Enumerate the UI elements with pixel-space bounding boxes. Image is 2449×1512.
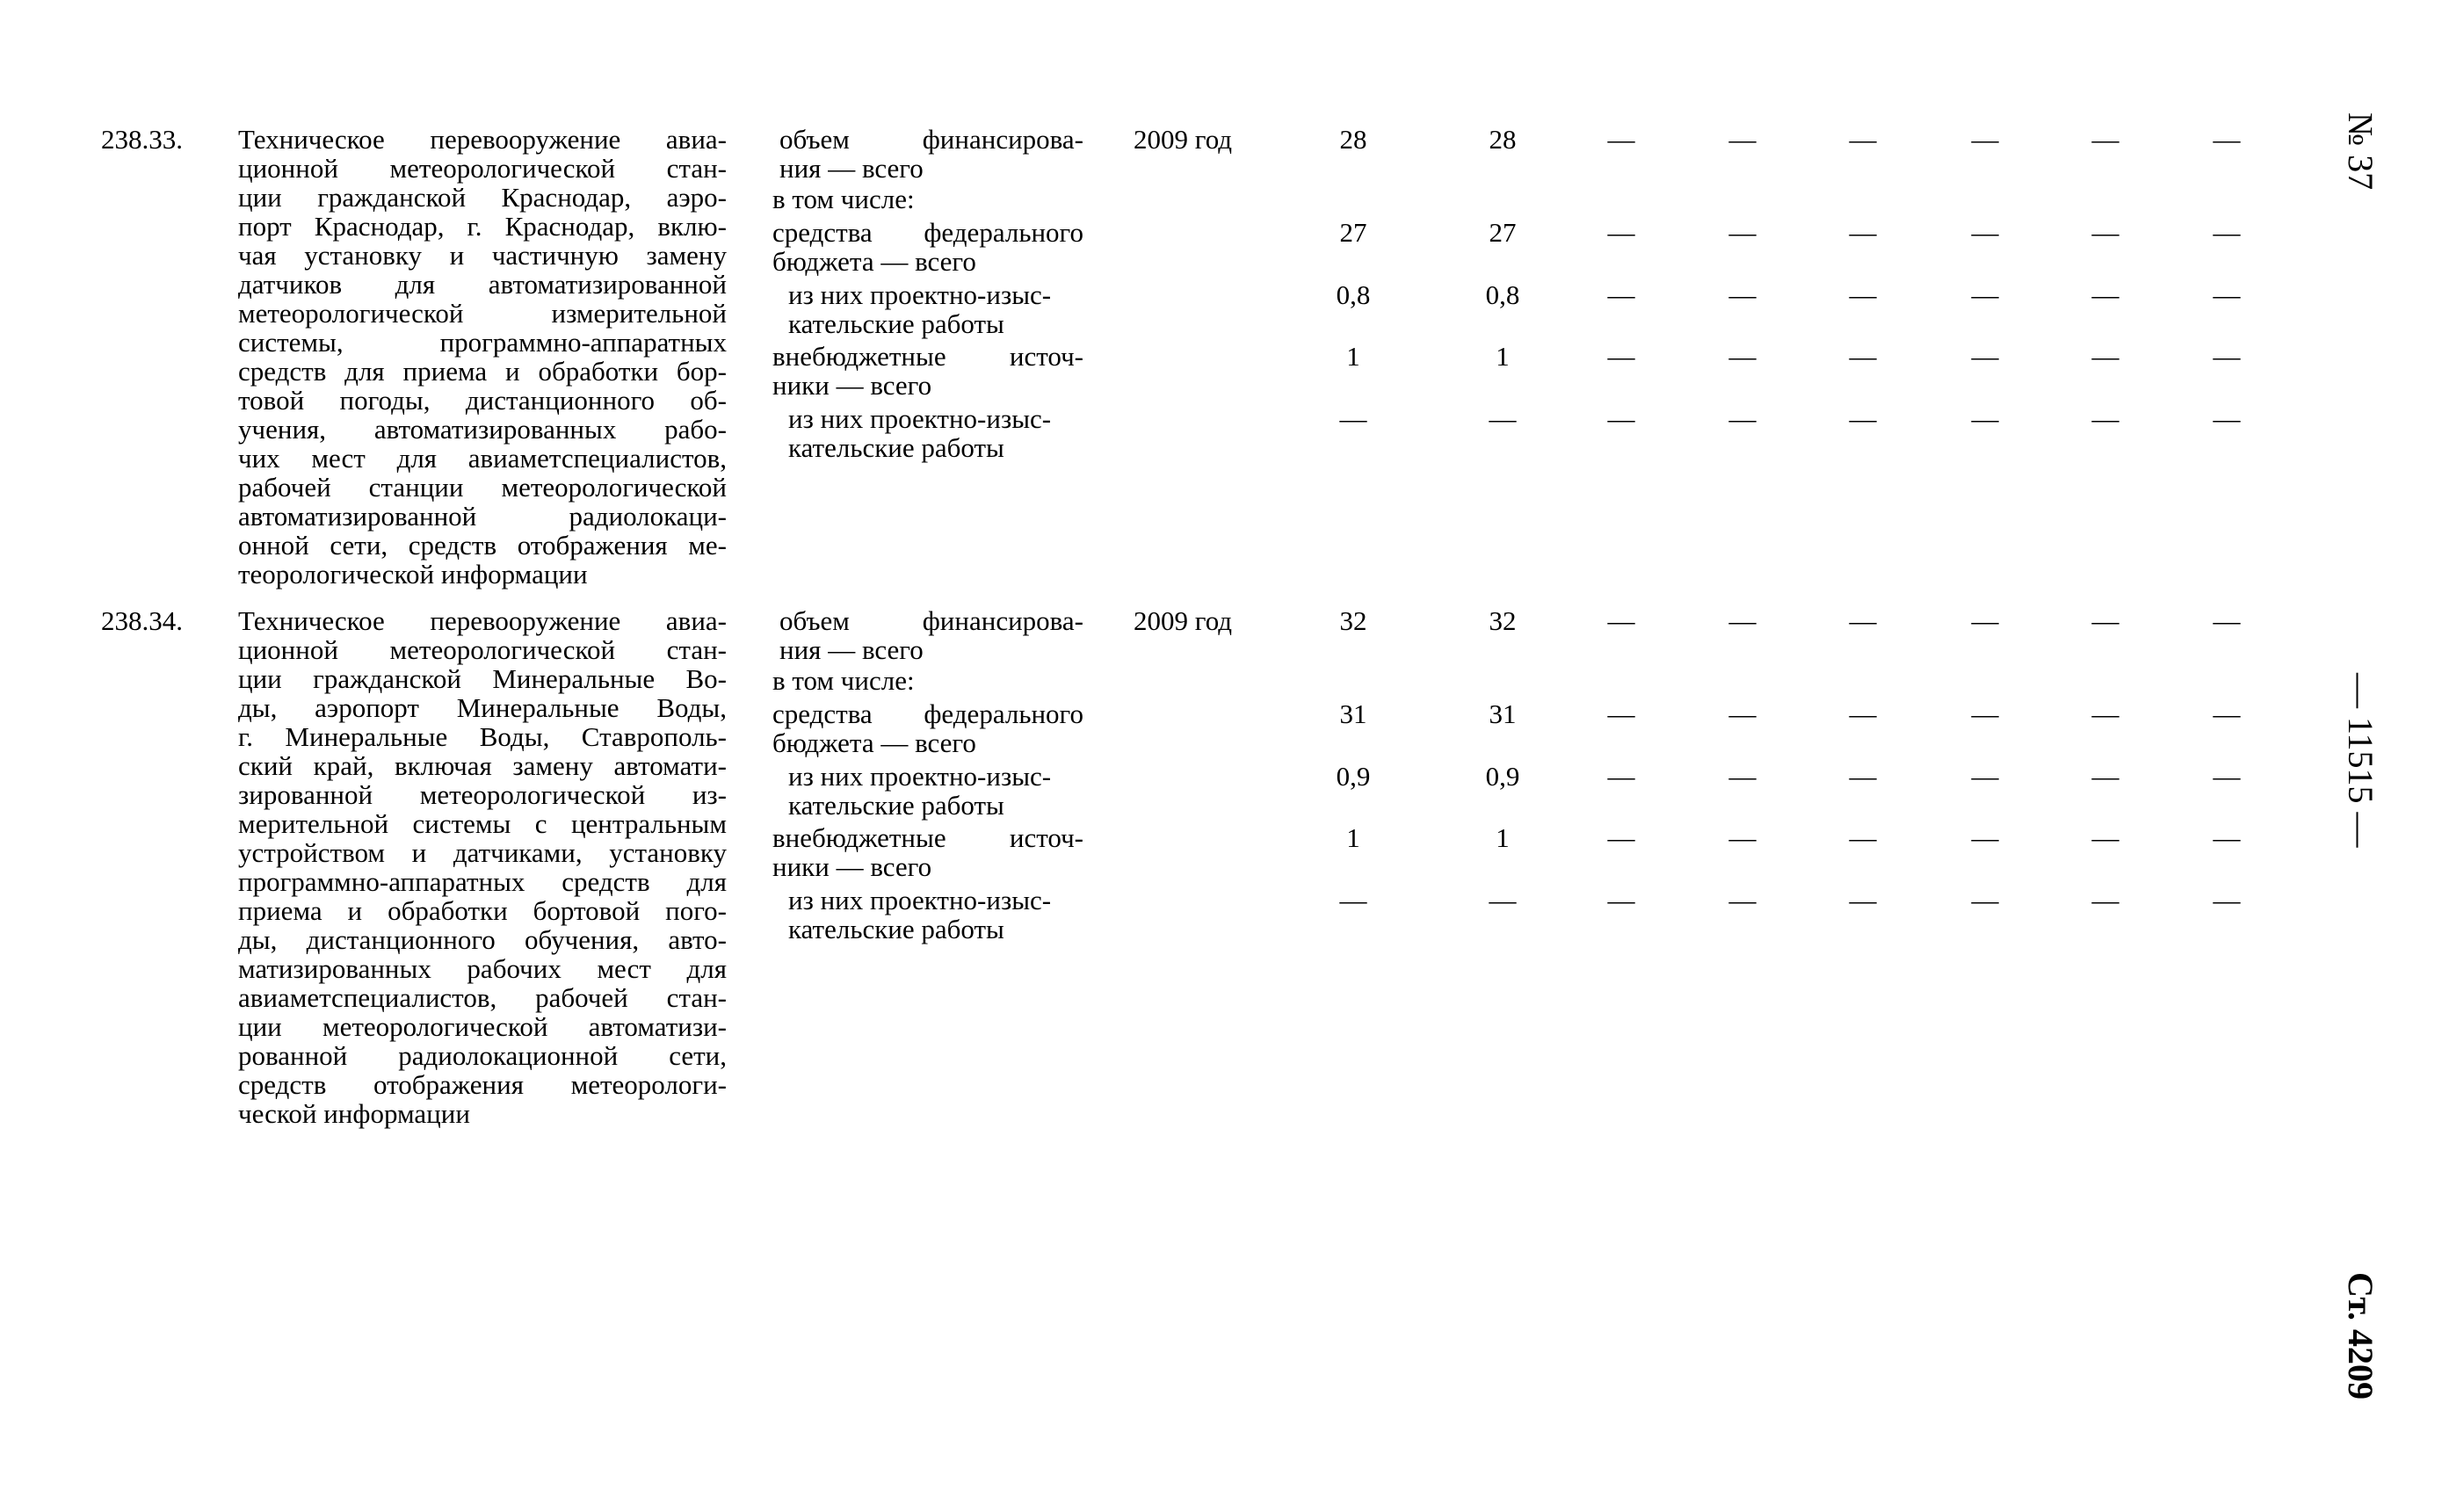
dash-cell: — [2213, 698, 2241, 729]
indicator-line: ники — всего [772, 370, 932, 401]
dash-cell: — [1849, 605, 1877, 636]
description-line: рованной радиолокационной сети, [238, 1040, 727, 1071]
entry-description [238, 606, 727, 1128]
dash-cell: — [1607, 279, 1635, 310]
description-line: чих мест для авиаметспециалистов, [238, 443, 727, 474]
description-line: онной сети, средств отображения ме- [238, 530, 727, 561]
value-cell: 0,8 [1336, 279, 1371, 310]
description-line: Техническое перевооружение авиа- [238, 605, 727, 636]
dash-cell: — [2213, 761, 2241, 792]
dash-cell: — [1728, 761, 1757, 792]
description-line: ды, аэропорт Минеральные Воды, [238, 692, 727, 723]
indicator-line: кательские работы [788, 790, 1004, 821]
value-cell: 1 [1346, 341, 1360, 372]
dash-cell: — [1849, 341, 1877, 372]
dash-cell: — [1849, 217, 1877, 248]
indicator-line: из них проектно-изыс- [788, 761, 1052, 792]
dash-cell: — [2213, 822, 2241, 853]
indicator-line: ники — всего [772, 851, 932, 882]
indicator-line: внебюджетные источ- [772, 341, 1083, 372]
dash-cell: — [2213, 279, 2241, 310]
value-cell: 32 [1339, 605, 1367, 636]
indicator-federal-survey [788, 280, 1083, 338]
description-line: порт Краснодар, г. Краснодар, вклю- [238, 211, 727, 242]
dash-cell: — [1971, 605, 1999, 636]
dash-cell: — [1971, 698, 1999, 729]
indicator-line: из них проектно-изыс- [788, 885, 1052, 915]
description-line: ды, дистанционного обучения, авто- [238, 924, 727, 955]
description-line: датчиков для автоматизированной [238, 269, 727, 300]
indicator-federal [772, 699, 1083, 757]
indicator-total [779, 606, 1083, 664]
description-line: матизированных рабочих мест для [238, 953, 727, 984]
description-line: товой погоды, дистанционного об- [238, 385, 727, 416]
entry-number: 238.33. [101, 124, 183, 155]
indicator-line: бюджета — всего [772, 727, 976, 758]
dash-cell: — [2091, 822, 2119, 853]
indicator-including [772, 666, 1083, 695]
indicator-line: кательские работы [788, 914, 1004, 944]
description-line: авиаметспециалистов, рабочей стан- [238, 982, 727, 1013]
entry-description [238, 125, 727, 589]
dash-cell: — [2091, 761, 2119, 792]
dash-cell: — [1849, 279, 1877, 310]
dash-cell: — [1607, 885, 1635, 915]
indicator-total [779, 125, 1083, 183]
dash-cell: — [2213, 885, 2241, 915]
dash-cell: — [1607, 761, 1635, 792]
value-cell: 1 [1346, 822, 1360, 853]
description-line: ции гражданской Краснодар, аэро- [238, 182, 727, 213]
dash-cell: — [2091, 885, 2119, 915]
dash-cell: — [1971, 341, 1999, 372]
indicator-line: из них проектно-изыс- [788, 279, 1052, 310]
dash-cell: — [1971, 124, 1999, 155]
indicator-line: из них проектно-изыс- [788, 403, 1052, 434]
dash-cell: — [2091, 605, 2119, 636]
description-line: метеорологической измерительной [238, 298, 727, 329]
dash-cell: — [1607, 822, 1635, 853]
dash-cell: — [1971, 279, 1999, 310]
dash-cell: — [1849, 822, 1877, 853]
year-cell: 2009 год [1134, 124, 1233, 155]
dash-cell: — [1607, 217, 1635, 248]
description-line: автоматизированной радиолокаци- [238, 501, 727, 532]
description-line: зированной метеорологической из- [238, 779, 727, 810]
indicator-federal [772, 218, 1083, 276]
indicator-extrabudget [772, 823, 1083, 881]
value-cell: 31 [1489, 698, 1517, 729]
dash-cell: — [1728, 124, 1757, 155]
document-number: — 11515 — [2341, 673, 2380, 848]
value-cell: — [1489, 885, 1517, 915]
value-cell: 0,9 [1336, 761, 1371, 792]
dash-cell: — [1607, 698, 1635, 729]
dash-cell: — [1971, 822, 1999, 853]
indicator-extrabudget-survey [788, 404, 1083, 462]
value-cell: 27 [1339, 217, 1367, 248]
dash-cell: — [1728, 698, 1757, 729]
description-line: чая установку и частичную замену [238, 240, 727, 271]
description-line: системы, программно-аппаратных [238, 327, 727, 358]
dash-cell: — [2213, 341, 2241, 372]
indicator-line: средства федерального [772, 698, 1083, 729]
description-line: г. Минеральные Воды, Ставрополь- [238, 721, 727, 752]
value-cell: 1 [1496, 341, 1510, 372]
dash-cell: — [2091, 124, 2119, 155]
value-cell: 31 [1339, 698, 1367, 729]
dash-cell: — [1849, 761, 1877, 792]
dash-cell: — [1971, 217, 1999, 248]
description-line: теорологической информации [238, 559, 588, 590]
dash-cell: — [1849, 403, 1877, 434]
value-cell: 27 [1489, 217, 1517, 248]
description-line: рабочей станции метеорологической [238, 472, 727, 503]
indicator-line: в том числе: [772, 665, 915, 696]
indicator-line: кательские работы [788, 432, 1004, 463]
description-line: Техническое перевооружение авиа- [238, 124, 727, 155]
indicator-including [772, 184, 1083, 213]
value-cell: — [1339, 403, 1367, 434]
dash-cell: — [2213, 403, 2241, 434]
indicator-line: кательские работы [788, 308, 1004, 339]
indicator-extrabudget-survey [788, 886, 1083, 944]
value-cell: 0,8 [1485, 279, 1520, 310]
description-line: мерительной системы с центральным [238, 808, 727, 839]
description-line: программно-аппаратных средств для [238, 866, 727, 897]
indicator-line: средства федерального [772, 217, 1083, 248]
dash-cell: — [2213, 605, 2241, 636]
dash-cell: — [2091, 341, 2119, 372]
value-cell: 0,9 [1485, 761, 1520, 792]
dash-cell: — [1607, 403, 1635, 434]
description-line: устройством и датчиками, установку [238, 837, 727, 868]
dash-cell: — [2091, 698, 2119, 729]
dash-cell: — [1728, 605, 1757, 636]
description-line: ции гражданской Минеральные Во- [238, 663, 727, 694]
dash-cell: — [1971, 885, 1999, 915]
description-line: приема и обработки бортовой пого- [238, 895, 727, 926]
dash-cell: — [2091, 403, 2119, 434]
dash-cell: — [2091, 217, 2119, 248]
dash-cell: — [2213, 217, 2241, 248]
dash-cell: — [1728, 885, 1757, 915]
indicator-extrabudget [772, 342, 1083, 400]
value-cell: 1 [1496, 822, 1510, 853]
indicator-line: ния — всего [779, 634, 924, 665]
dash-cell: — [1607, 124, 1635, 155]
description-line: ский край, включая замену автомати- [238, 750, 727, 781]
indicator-line: бюджета — всего [772, 246, 976, 277]
dash-cell: — [1728, 341, 1757, 372]
dash-cell: — [1849, 124, 1877, 155]
entry-number: 238.34. [101, 605, 183, 636]
indicator-line: объем финансирова- [779, 605, 1083, 636]
page-label: Ст. 4209 [2341, 1272, 2380, 1400]
dash-cell: — [1971, 403, 1999, 434]
description-line: средств отображения метеорологи- [238, 1069, 727, 1100]
description-line: ционной метеорологической стан- [238, 634, 727, 665]
description-line: ческой информации [238, 1098, 470, 1129]
dash-cell: — [1607, 341, 1635, 372]
dash-cell: — [1728, 822, 1757, 853]
dash-cell: — [1728, 279, 1757, 310]
issue-number: № 37 [2341, 112, 2380, 191]
indicator-line: внебюджетные источ- [772, 822, 1083, 853]
value-cell: — [1489, 403, 1517, 434]
dash-cell: — [2091, 279, 2119, 310]
indicator-line: ния — всего [779, 153, 924, 184]
indicator-line: объем финансирова- [779, 124, 1083, 155]
year-cell: 2009 год [1134, 605, 1233, 636]
value-cell: 28 [1339, 124, 1367, 155]
dash-cell: — [1849, 885, 1877, 915]
description-line: учения, автоматизированных рабо- [238, 414, 727, 445]
dash-cell: — [1971, 761, 1999, 792]
indicator-line: в том числе: [772, 184, 915, 214]
dash-cell: — [1728, 217, 1757, 248]
description-line: ции метеорологической автоматизи- [238, 1011, 727, 1042]
description-line: ционной метеорологической стан- [238, 153, 727, 184]
value-cell: 32 [1489, 605, 1517, 636]
indicator-federal-survey [788, 762, 1083, 820]
value-cell: — [1339, 885, 1367, 915]
description-line: средств для приема и обработки бор- [238, 356, 727, 387]
dash-cell: — [1849, 698, 1877, 729]
value-cell: 28 [1489, 124, 1517, 155]
dash-cell: — [1607, 605, 1635, 636]
dash-cell: — [1728, 403, 1757, 434]
dash-cell: — [2213, 124, 2241, 155]
